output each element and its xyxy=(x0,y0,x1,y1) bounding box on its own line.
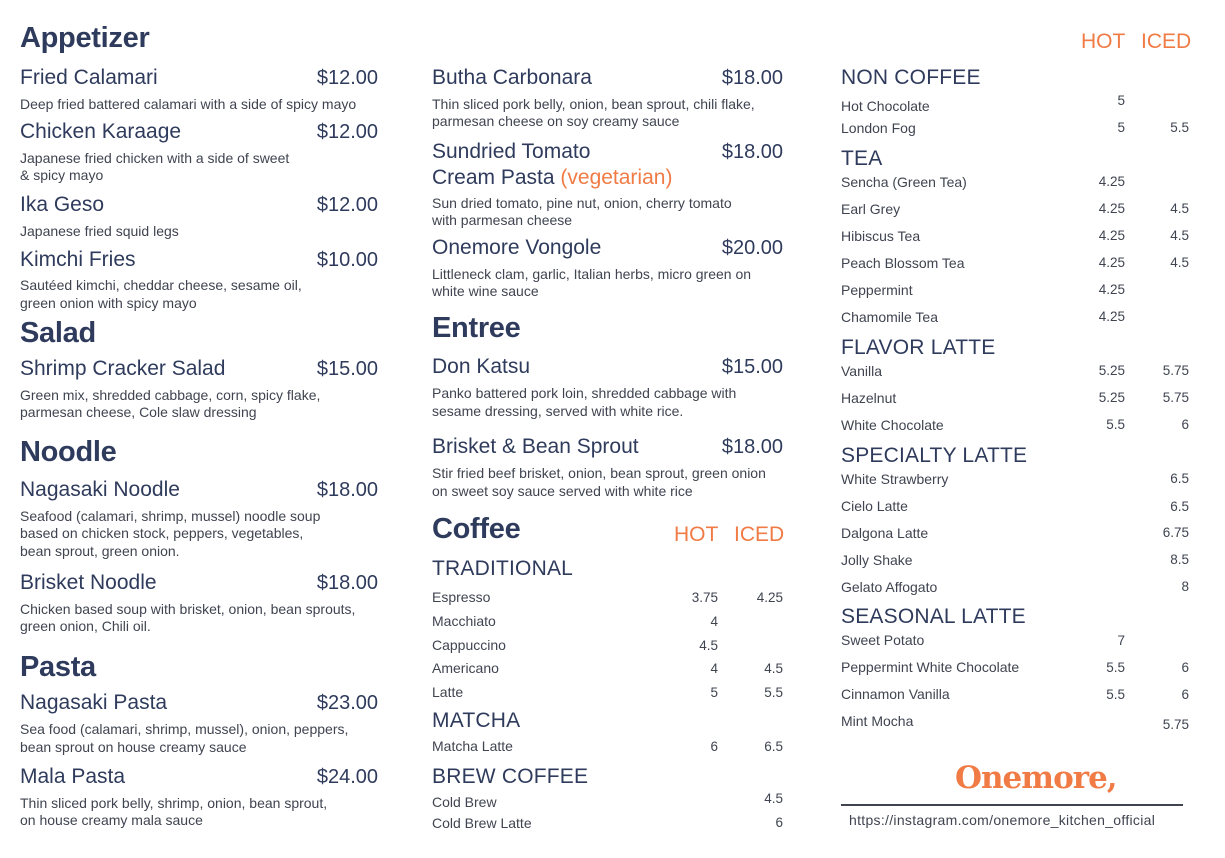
price-hot: 5.25 xyxy=(1098,363,1125,378)
price-iced: 5.75 xyxy=(1162,717,1189,732)
item-desc: based on chicken stock, peppers, vegetables, xyxy=(20,525,304,541)
price-iced: 4.5 xyxy=(764,661,783,676)
item-name: Fried Calamari xyxy=(20,66,158,89)
category-non-coffee: NON COFFEE xyxy=(841,66,981,89)
drink-name: Macchiato xyxy=(432,613,496,629)
section-title-noodle: Noodle xyxy=(20,436,117,468)
drink-name: Peach Blossom Tea xyxy=(841,255,965,271)
item-desc: bean sprout, green onion. xyxy=(20,543,180,559)
drink-name: Peppermint White Chocolate xyxy=(841,659,1020,675)
item-name: Shrimp Cracker Salad xyxy=(20,357,226,380)
drink-name: Latte xyxy=(432,684,464,700)
section-title-coffee: Coffee xyxy=(432,513,521,545)
item-desc: Panko battered pork loin, shredded cabbage with xyxy=(432,385,737,401)
price-hot: 4.25 xyxy=(1098,174,1125,189)
price-iced: 8.5 xyxy=(1170,552,1189,567)
drink-name: Jolly Shake xyxy=(841,552,913,568)
price-iced: 5.75 xyxy=(1162,390,1189,405)
drink-name: Sweet Potato xyxy=(841,632,925,648)
item-desc: Deep fried battered calamari with a side of spicy mayo xyxy=(20,96,357,112)
item-name: Kimchi Fries xyxy=(20,248,136,271)
item-desc: bean sprout on house creamy sauce xyxy=(20,739,247,755)
price-hot: 7 xyxy=(1117,633,1125,648)
item-price: $18.00 xyxy=(721,67,783,89)
price-hot: 4.25 xyxy=(1098,201,1125,216)
drink-name: Americano xyxy=(432,660,499,676)
item-price: $20.00 xyxy=(721,237,783,259)
drink-name: Chamomile Tea xyxy=(841,309,939,325)
item-desc: parmesan cheese, Cole slaw dressing xyxy=(20,404,257,420)
price-iced: 8 xyxy=(1181,579,1189,594)
item-price: $15.00 xyxy=(316,358,378,380)
drink-name: Cinnamon Vanilla xyxy=(841,686,950,702)
price-iced: 6.5 xyxy=(764,739,783,754)
item-desc: Sun dried tomato, pine nut, onion, cherry tomato xyxy=(432,195,732,211)
price-hot: 4.25 xyxy=(1098,228,1125,243)
section-title-appetizer: Appetizer xyxy=(20,22,150,54)
item-price: $12.00 xyxy=(316,121,378,143)
drink-name: Sencha (Green Tea) xyxy=(841,174,967,190)
price-iced: 6 xyxy=(775,815,783,830)
drink-name: London Fog xyxy=(841,120,916,136)
item-price: $10.00 xyxy=(316,249,378,271)
item-name: Mala Pasta xyxy=(20,765,126,788)
item-price: $18.00 xyxy=(316,479,378,501)
price-hot: 6 xyxy=(710,739,718,754)
brand-logo: Onemore, xyxy=(955,760,1117,796)
section-title-salad: Salad xyxy=(20,317,96,349)
item-name: Nagasaki Pasta xyxy=(20,691,168,714)
item-desc: Chicken based soup with brisket, onion, bean sprouts, xyxy=(20,601,356,617)
item-desc: Japanese fried chicken with a side of sweet xyxy=(20,150,290,166)
price-iced: 6.5 xyxy=(1170,499,1189,514)
category-brew-coffee: BREW COFFEE xyxy=(432,765,589,788)
drink-name: White Strawberry xyxy=(841,471,949,487)
price-iced: 5.5 xyxy=(1170,120,1189,135)
item-desc: sesame dressing, served with white rice. xyxy=(432,403,684,419)
item-price: $18.00 xyxy=(721,141,783,163)
drink-name: Cielo Latte xyxy=(841,498,908,514)
price-hot: 3.75 xyxy=(691,590,718,605)
drink-name: White Chocolate xyxy=(841,417,944,433)
drink-name: Cold Brew xyxy=(432,794,497,810)
item-desc: with parmesan cheese xyxy=(432,212,573,228)
category-specialty-latte: SPECIALTY LATTE xyxy=(841,444,1028,467)
price-iced: 4.5 xyxy=(1170,228,1189,243)
section-title-pasta: Pasta xyxy=(20,651,96,683)
item-desc: Seafood (calamari, shrimp, mussel) noodle soup xyxy=(20,508,321,524)
item-desc: Sea food (calamari, shrimp, mussel), onion, peppers, xyxy=(20,721,349,737)
footer-divider xyxy=(841,804,1183,806)
price-hot: 4 xyxy=(710,661,718,676)
drink-name: Espresso xyxy=(432,589,491,605)
iced-label: ICED xyxy=(1141,30,1192,53)
item-price: $12.00 xyxy=(316,67,378,89)
item-desc: Green mix, shredded cabbage, corn, spicy flake, xyxy=(20,387,321,403)
drink-name: Matcha Latte xyxy=(432,738,513,754)
item-name: Sundried Tomato xyxy=(432,140,591,163)
price-iced: 6.75 xyxy=(1162,525,1189,540)
section-title-entree: Entree xyxy=(432,312,521,344)
vegetarian-tag: (vegetarian) xyxy=(560,166,673,189)
price-iced: 4.5 xyxy=(764,791,783,806)
drink-name: Peppermint xyxy=(841,282,913,298)
item-price: $12.00 xyxy=(316,194,378,216)
price-hot: 5.5 xyxy=(1106,417,1125,432)
price-hot: 5.5 xyxy=(1106,660,1125,675)
drink-name: Hibiscus Tea xyxy=(841,228,921,244)
item-name: Don Katsu xyxy=(432,355,531,378)
category-flavor-latte: FLAVOR LATTE xyxy=(841,336,996,359)
item-desc: Japanese fried squid legs xyxy=(20,223,179,239)
price-iced: 6 xyxy=(1181,660,1189,675)
price-hot: 5 xyxy=(1117,93,1125,108)
price-iced: 5.5 xyxy=(764,685,783,700)
item-price: $24.00 xyxy=(316,766,378,788)
item-desc: Stir fried beef brisket, onion, bean sprout, green onion xyxy=(432,465,766,481)
drink-name: Hot Chocolate xyxy=(841,98,930,114)
category-matcha: MATCHA xyxy=(432,709,521,732)
price-iced: 6.5 xyxy=(1170,471,1189,486)
item-price: $18.00 xyxy=(316,572,378,594)
instagram-url[interactable]: https://instagram.com/onemore_kitchen_official xyxy=(849,812,1156,828)
price-iced: 5.75 xyxy=(1162,363,1189,378)
hot-label: HOT xyxy=(1081,30,1126,53)
item-name: Brisket Noodle xyxy=(20,571,157,594)
item-desc: & spicy mayo xyxy=(20,167,104,183)
item-desc: Littleneck clam, garlic, Italian herbs, micro green on xyxy=(432,266,752,282)
item-desc: on sweet soy sauce served with white rice xyxy=(432,483,693,499)
item-name: Chicken Karaage xyxy=(20,120,182,143)
price-hot: 5.25 xyxy=(1098,390,1125,405)
price-hot: 5 xyxy=(1117,120,1125,135)
drink-name: Dalgona Latte xyxy=(841,525,929,541)
drink-name: Cold Brew Latte xyxy=(432,815,532,831)
category-seasonal-latte: SEASONAL LATTE xyxy=(841,605,1026,628)
item-name: Butha Carbonara xyxy=(432,66,592,89)
item-desc: Thin sliced pork belly, shrimp, onion, bean sprout, xyxy=(20,795,328,811)
price-iced: 4.5 xyxy=(1170,201,1189,216)
item-desc: Thin sliced pork belly, onion, bean sprout, chili flake, xyxy=(432,96,755,112)
drink-name: Earl Grey xyxy=(841,201,901,217)
item-desc: on house creamy mala sauce xyxy=(20,812,203,828)
price-iced: 6 xyxy=(1181,417,1189,432)
price-iced: 4.25 xyxy=(756,590,783,605)
drink-name: Mint Mocha xyxy=(841,713,914,729)
item-name-part: Cream Pasta xyxy=(432,166,555,189)
price-hot: 4.25 xyxy=(1098,309,1125,324)
drink-name: Gelato Affogato xyxy=(841,579,938,595)
item-price: $18.00 xyxy=(721,436,783,458)
item-desc: white wine sauce xyxy=(432,283,539,299)
item-desc: green onion with spicy mayo xyxy=(20,295,197,311)
item-name-line2 xyxy=(432,166,672,190)
price-hot: 4.25 xyxy=(1098,255,1125,270)
item-name: Onemore Vongole xyxy=(432,236,602,259)
category-tea: TEA xyxy=(841,147,883,170)
item-name: Ika Geso xyxy=(20,193,105,216)
category-traditional: TRADITIONAL xyxy=(432,557,574,580)
price-hot: 4.25 xyxy=(1098,282,1125,297)
item-name: Brisket & Bean Sprout xyxy=(432,435,639,458)
drink-name: Vanilla xyxy=(841,363,882,379)
price-hot: 5.5 xyxy=(1106,687,1125,702)
item-desc: parmesan cheese on soy creamy sauce xyxy=(432,113,680,129)
drink-name: Hazelnut xyxy=(841,390,897,406)
item-price: $15.00 xyxy=(721,356,783,378)
iced-label: ICED xyxy=(734,523,785,546)
item-name: Nagasaki Noodle xyxy=(20,478,180,501)
price-hot: 5 xyxy=(710,685,718,700)
price-iced: 6 xyxy=(1181,687,1189,702)
price-iced: 4.5 xyxy=(1170,255,1189,270)
hot-label: HOT xyxy=(674,523,719,546)
price-hot: 4.5 xyxy=(699,638,718,653)
price-hot: 4 xyxy=(710,614,718,629)
item-desc: green onion, Chili oil. xyxy=(20,618,151,634)
item-price: $23.00 xyxy=(316,692,378,714)
item-desc: Sautéed kimchi, cheddar cheese, sesame oil, xyxy=(20,277,302,293)
drink-name: Cappuccino xyxy=(432,637,506,653)
